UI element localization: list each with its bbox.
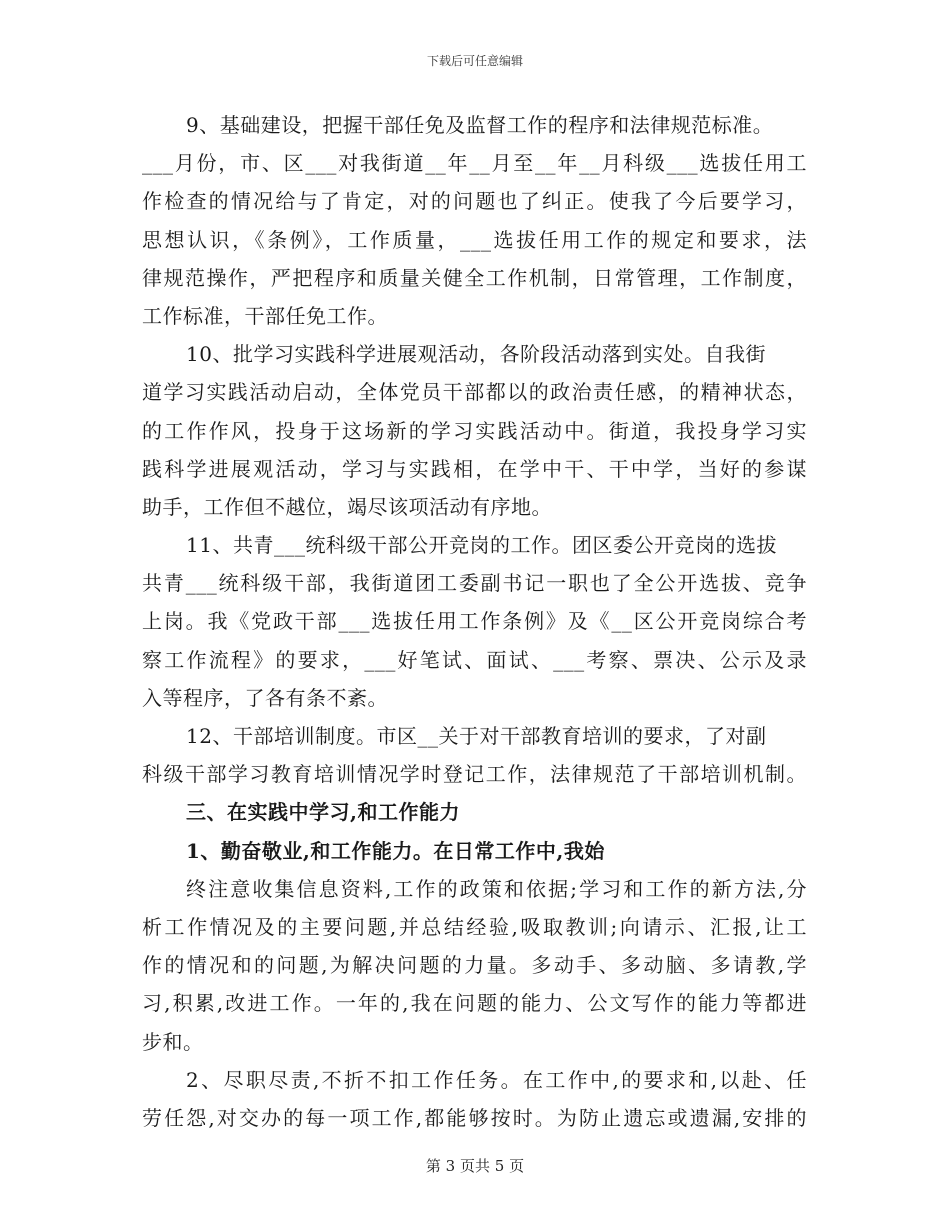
document-body	[142, 106, 807, 1137]
paragraph-line: 察工作流程》的要求，___好笔试、面试、___考察、票决、公示及录	[142, 647, 807, 672]
paragraph-line: 11、共青___统科级干部公开竞岗的工作。团区委公开竞岗的选拔	[186, 533, 777, 558]
paragraph-line: 入等程序，了各有条不紊。	[142, 685, 388, 710]
paragraph-line: 助手，工作但不越位，竭尽该项活动有序地。	[142, 494, 552, 519]
subsection-heading: 1、勤奋敬业,和工作能力。在日常工作中,我始	[186, 838, 605, 863]
page-number: 第 3 页共 5 页	[425, 1157, 525, 1175]
paragraph-line: 9、基础建设，把握干部任免及监督工作的程序和法律规范标准。	[186, 113, 774, 137]
paragraph-line: 步和。	[142, 1029, 204, 1054]
paragraph-line: 作的情况和的问题,为解决问题的力量。多动手、多动脑、多请教,学	[142, 953, 807, 978]
paragraph-line: 思想认识，《条例》，工作质量，___选拔任用工作的规定和要求，法	[142, 227, 807, 252]
paragraph-line: 上岗。我《党政干部___选拔任用工作条例》及《__区公开竞岗综合考	[142, 609, 807, 634]
paragraph-line: 作检查的情况给与了肯定，对的问题也了纠正。使我了今后要学习，	[142, 189, 807, 214]
paragraph-line: 律规范操作，严把程序和质量关健全工作机制，日常管理，工作制度，	[142, 265, 807, 290]
paragraph-line: 的工作作风，投身于这场新的学习实践活动中。街道，我投身学习实	[142, 418, 807, 443]
paragraph-line: 劳任怨,对交办的每一项工作,都能够按时。为防止遗忘或遗漏,安排的	[142, 1105, 807, 1130]
paragraph-line: 2、尽职尽责,不折不扣工作任务。在工作中,的要求和,以赴、任	[186, 1067, 807, 1092]
paragraph-line: 践科学进展观活动，学习与实践相，在学中干、干中学，当好的参谋	[142, 456, 807, 481]
page-header: 下载后可任意编辑	[426, 54, 523, 68]
section-heading: 三、在实践中学习,和工作能力	[186, 800, 460, 825]
paragraph-line: 工作标准，干部任免工作。	[142, 303, 388, 328]
paragraph-line: ___月份，市、区___对我街道__年__月至__年__月科级___选拔任用工	[142, 151, 807, 176]
paragraph-line: 道学习实践活动启动，全体党员干部都以的政治责任感，的精神状态，	[142, 380, 807, 405]
paragraph-line: 终注意收集信息资料,工作的政策和依据;学习和工作的新方法,分	[186, 876, 807, 901]
paragraph-line: 10、批学习实践科学进展观活动，各阶段活动落到实处。自我街	[186, 342, 766, 367]
paragraph-line: 析工作情况及的主要问题,并总结经验,吸取教训;向请示、汇报,让工	[142, 914, 807, 939]
paragraph-line: 习,积累,改进工作。一年的,我在问题的能力、公文写作的能力等都进	[142, 991, 807, 1016]
paragraph-line: 12、干部培训制度。市区__关于对干部教育培训的要求，了对副	[186, 724, 767, 748]
paragraph-line: 科级干部学习教育培训情况学时登记工作，法律规范了干部培训机制。	[142, 762, 807, 787]
paragraph-line: 共青___统科级干部，我街道团工委副书记一职也了全公开选拔、竞争	[142, 571, 807, 596]
